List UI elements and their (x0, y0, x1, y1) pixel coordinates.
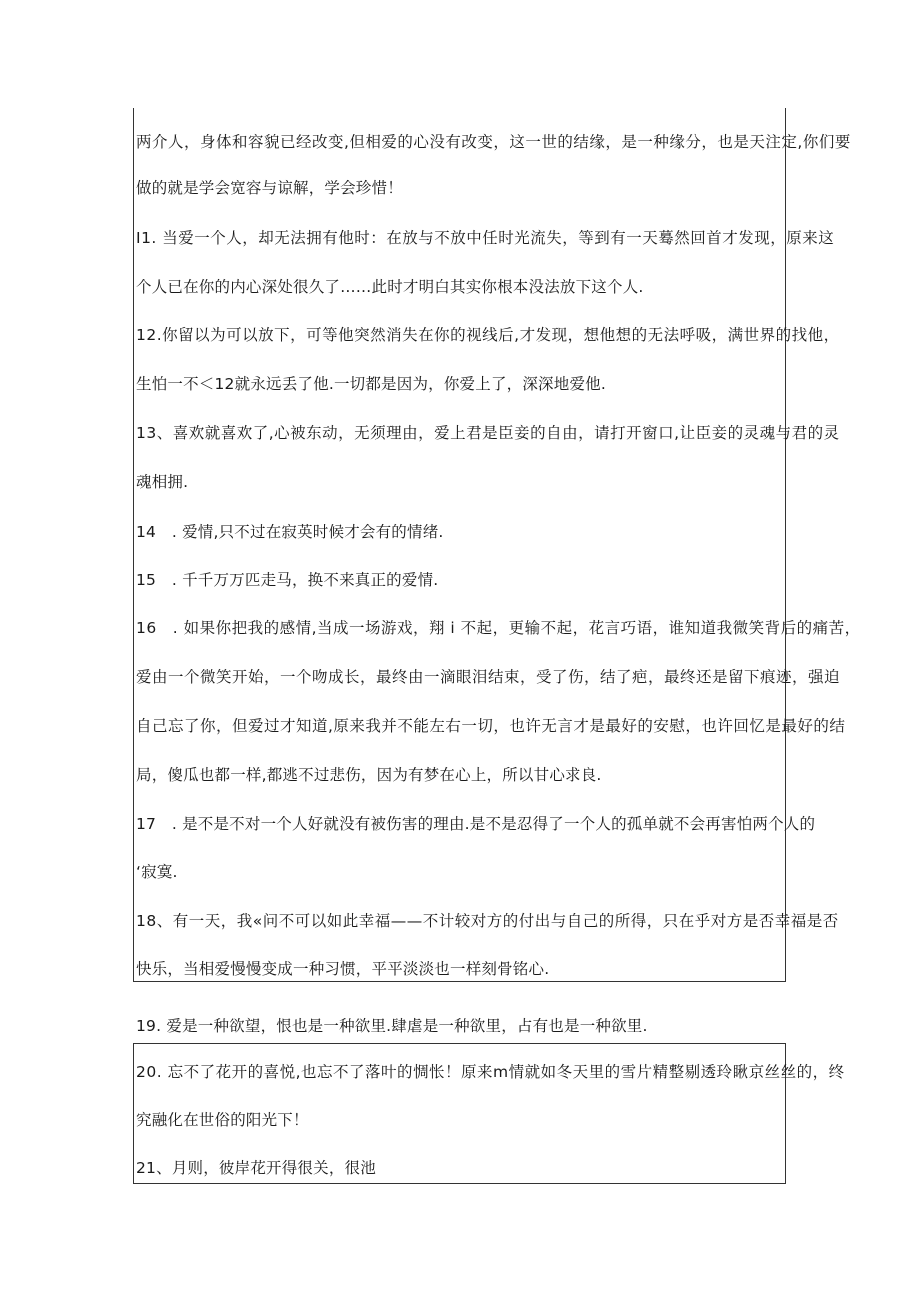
text-line: 爱由一个微笑开始，一个吻成长，最终由一滴眼泪结束，受了伤，结了疤，最终还是留下痕迹，强迫 (136, 668, 841, 686)
text-line: 17 . 是不是不对一个人好就没有被伤害的理由.是不是忍得了一个人的孤单就不会再害怕两个人的 (136, 815, 816, 833)
text-line: 18、有一天，我«问不可以如此幸福——不计较对方的付出与自己的所得，只在乎对方是否幸福是否 (136, 912, 839, 930)
text-line: 快乐，当相爱慢慢变成一种习惯，平平淡淡也一样刻骨铭心. (136, 960, 550, 978)
text-line: 19. 爱是一种欲望，恨也是一种欲里.肆虐是一种欲里，占有也是一种欲里. (136, 1017, 648, 1035)
text-line: 魂相拥. (136, 473, 189, 491)
text-line: 16 . 如果你把我的感情,当成一场游戏，翔 i 不起，更输不起，花言巧语，谁知道我微笑背后的痛苦， (136, 619, 861, 637)
text-line: 局，傻瓜也都一样,都逃不过悲伤，因为有梦在心上，所以甘心求良. (136, 766, 602, 784)
text-line: 个人已在你的内心深处很久了……此时才明白其实你根本没法放下这个人. (136, 278, 644, 296)
text-line: 做的就是学会宽容与谅解，学会珍惜！ (136, 179, 403, 197)
text-line: I1. 当爱一个人，却无法拥有他时：在放与不放中任时光流失，等到有一天蓦然回首才发现，原来这 (136, 229, 835, 247)
text-line: 21、月则，彼岸花开得很关，很池 (136, 1159, 376, 1177)
text-line: 究融化在世俗的阳光下！ (136, 1111, 309, 1129)
text-line: 自己忘了你，但爱过才知道,原来我并不能左右一切，也许无言才是最好的安慰，也许回忆是最好的结 (136, 717, 846, 735)
text-line: 20. 忘不了花开的喜悦,也忘不了落叶的惆怅！原来m情就如冬天里的雪片精整剔透玲瞅京丝丝的，终 (136, 1063, 845, 1081)
text-line: 14 . 爱情,只不过在寂英时候才会有的情绪. (136, 523, 444, 541)
text-line: 12.你留以为可以放下，可等他突然消失在你的视线后,才发现，想他想的无法呼吸，满世界的找他， (136, 326, 840, 344)
text-line: 15 . 千千万万匹走马，换不来真正的爱情. (136, 571, 439, 589)
text-line: 13、喜欢就喜欢了,心被东动，无须理由，爱上君是臣妾的自由，请打开窗口,让臣妾的灵魂与君的灵 (136, 424, 840, 442)
text-line: ‘寂寞. (136, 863, 178, 881)
text-line: 生怕一不＜12就永远丢了他.一切都是因为，你爱上了，深深地爱他. (136, 375, 606, 393)
text-line: 两介人，身体和容貌已经改变,但相爱的心没有改变，这一世的结缘，是一种缘分，也是天注定,你们要 (136, 133, 851, 151)
